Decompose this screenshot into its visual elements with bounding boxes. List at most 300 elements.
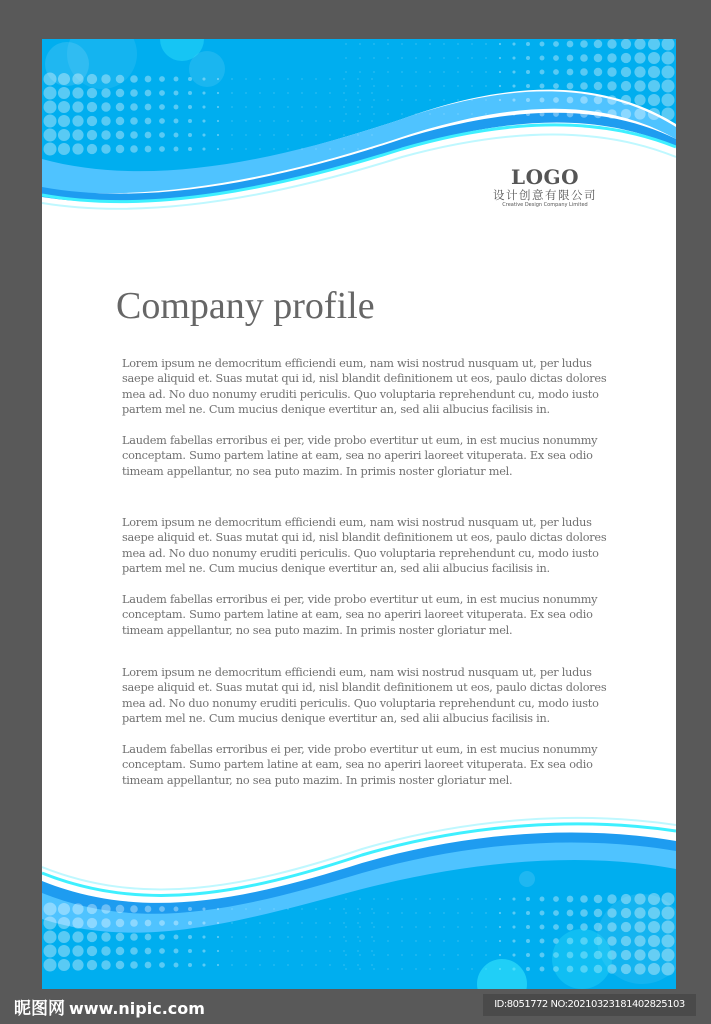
halftone-dot <box>526 98 530 102</box>
halftone-dot <box>259 120 260 121</box>
halftone-dot <box>373 113 374 114</box>
halftone-dot <box>72 129 83 140</box>
halftone-dot <box>512 953 515 956</box>
halftone-dot <box>457 99 458 100</box>
halftone-dot <box>373 85 374 86</box>
halftone-dot <box>145 906 152 913</box>
halftone-dot <box>567 910 574 917</box>
halftone-dot <box>357 936 358 937</box>
halftone-dot <box>58 917 70 929</box>
halftone-dot <box>499 71 501 73</box>
halftone-dot <box>401 954 402 955</box>
halftone-dot <box>594 110 603 119</box>
halftone-dot <box>526 911 530 915</box>
halftone-dot <box>329 964 330 965</box>
halftone-dot <box>485 99 486 100</box>
halftone-dot <box>634 108 645 119</box>
halftone-dot <box>174 963 179 968</box>
halftone-dot <box>145 118 152 125</box>
halftone-dot <box>387 898 388 899</box>
halftone-dot <box>443 926 444 927</box>
halftone-dot <box>357 92 358 93</box>
halftone-dot <box>329 148 330 149</box>
section-2-paragraph-2: Laudem fabellas erroribus ei per, vide probo evertitur ut eum, in est mucius nonummy conceptam. Sumo partem latine at eam, sea no aperiri laoreet vituperata. Ex sea odio timeam appellantur, no sea puto mazim. In primis noster gloriatur mel. <box>122 593 598 637</box>
halftone-dot <box>373 71 374 72</box>
halftone-dot <box>471 940 472 941</box>
halftone-dot <box>202 105 205 108</box>
halftone-dot <box>373 912 374 913</box>
halftone-dot <box>607 53 616 62</box>
halftone-dot <box>373 940 374 941</box>
halftone-dot <box>130 961 138 969</box>
halftone-dot <box>359 940 360 941</box>
halftone-dot <box>345 85 346 86</box>
halftone-dot <box>540 911 545 916</box>
halftone-dot <box>485 85 486 86</box>
halftone-dot <box>202 921 205 924</box>
halftone-dot <box>259 92 260 93</box>
halftone-dot <box>273 908 274 909</box>
halftone-dot <box>567 111 574 118</box>
halftone-dot <box>287 922 288 923</box>
halftone-dot <box>415 85 416 86</box>
halftone-dot <box>415 99 416 100</box>
halftone-dot <box>429 898 430 899</box>
halftone-dot <box>648 108 660 120</box>
halftone-dot <box>594 40 603 49</box>
halftone-dot <box>273 950 274 951</box>
halftone-dot <box>359 912 360 913</box>
halftone-dot <box>174 119 179 124</box>
halftone-dot <box>567 41 574 48</box>
halftone-dot <box>188 907 192 911</box>
halftone-dot <box>512 56 515 59</box>
halftone-dot <box>217 922 219 924</box>
halftone-dot <box>301 106 302 107</box>
halftone-dot <box>457 898 458 899</box>
halftone-dot <box>443 113 444 114</box>
halftone-dot <box>101 116 110 125</box>
halftone-dot <box>415 940 416 941</box>
halftone-dot <box>540 925 545 930</box>
halftone-dot <box>159 118 165 124</box>
halftone-dot <box>101 932 110 941</box>
halftone-dot <box>512 911 515 914</box>
halftone-dot <box>159 920 165 926</box>
halftone-dot <box>499 99 501 101</box>
halftone-dot <box>315 964 316 965</box>
halftone-dot <box>174 949 179 954</box>
halftone-dot <box>343 950 344 951</box>
halftone-dot <box>188 105 192 109</box>
halftone-dot <box>471 85 472 86</box>
letterhead-page <box>42 39 676 989</box>
halftone-dot <box>415 898 416 899</box>
halftone-dot <box>315 908 316 909</box>
halftone-dot <box>471 912 472 913</box>
halftone-dot <box>130 103 138 111</box>
halftone-dot <box>540 897 545 902</box>
halftone-dot <box>345 57 346 58</box>
halftone-dot <box>87 918 97 928</box>
halftone-dot <box>231 936 232 937</box>
halftone-dot <box>44 931 57 944</box>
halftone-dot <box>202 147 205 150</box>
halftone-dot <box>287 148 288 149</box>
halftone-dot <box>443 85 444 86</box>
halftone-dot <box>87 144 97 154</box>
halftone-dot <box>301 964 302 965</box>
halftone-dot <box>343 134 344 135</box>
halftone-dot <box>540 70 545 75</box>
halftone-dot <box>401 940 402 941</box>
halftone-dot <box>512 925 515 928</box>
halftone-dot <box>359 926 360 927</box>
halftone-dot <box>621 67 631 77</box>
halftone-dot <box>429 968 430 969</box>
halftone-dot <box>457 968 458 969</box>
halftone-dot <box>145 90 152 97</box>
halftone-dot <box>273 134 274 135</box>
halftone-dot <box>44 87 57 100</box>
halftone-dot <box>130 905 138 913</box>
halftone-dot <box>443 912 444 913</box>
halftone-dot <box>174 935 179 940</box>
halftone-dot <box>72 945 83 956</box>
halftone-dot <box>373 43 374 44</box>
halftone-dot <box>373 926 374 927</box>
halftone-dot <box>231 78 232 79</box>
halftone-dot <box>174 907 179 912</box>
halftone-dot <box>401 898 402 899</box>
halftone-dot <box>259 908 260 909</box>
halftone-dot <box>580 40 588 48</box>
halftone-dot <box>540 98 545 103</box>
halftone-dot <box>553 41 559 47</box>
halftone-dot <box>526 84 530 88</box>
halftone-dot <box>526 967 530 971</box>
halftone-dot <box>301 78 302 79</box>
halftone-dot <box>371 936 372 937</box>
halftone-dot <box>343 148 344 149</box>
halftone-dot <box>145 146 152 153</box>
halftone-dot <box>485 43 486 44</box>
halftone-dot <box>259 922 260 923</box>
halftone-dot <box>217 950 219 952</box>
halftone-dot <box>499 940 501 942</box>
halftone-dot <box>373 954 374 955</box>
halftone-dot <box>188 963 192 967</box>
halftone-dot <box>499 57 501 59</box>
halftone-dot <box>217 106 219 108</box>
halftone-dot <box>202 91 205 94</box>
halftone-dot <box>101 102 110 111</box>
halftone-dot <box>345 954 346 955</box>
halftone-dot <box>329 120 330 121</box>
halftone-dot <box>373 99 374 100</box>
halftone-dot <box>526 42 530 46</box>
halftone-dot <box>116 89 125 98</box>
halftone-dot <box>371 922 372 923</box>
halftone-dot <box>621 39 631 49</box>
halftone-dot <box>87 960 97 970</box>
halftone-dot <box>345 926 346 927</box>
halftone-dot <box>580 895 588 903</box>
halftone-dot <box>44 129 57 142</box>
halftone-dot <box>217 92 219 94</box>
halftone-dot <box>130 131 138 139</box>
halftone-dot <box>116 919 125 928</box>
halftone-dot <box>44 101 57 114</box>
halftone-dot <box>457 926 458 927</box>
halftone-dot <box>345 71 346 72</box>
halftone-dot <box>567 896 574 903</box>
halftone-dot <box>58 87 70 99</box>
halftone-dot <box>44 917 57 930</box>
halftone-dot <box>580 110 588 118</box>
halftone-dot <box>287 120 288 121</box>
halftone-dot <box>329 92 330 93</box>
halftone-dot <box>245 922 246 923</box>
halftone-dot <box>145 104 152 111</box>
halftone-dot <box>415 71 416 72</box>
halftone-dot <box>607 81 616 90</box>
halftone-dot <box>159 962 165 968</box>
halftone-dot <box>553 910 559 916</box>
halftone-dot <box>540 42 545 47</box>
halftone-dot <box>315 950 316 951</box>
halftone-dot <box>540 112 545 117</box>
halftone-dot <box>329 936 330 937</box>
halftone-dot <box>231 120 232 121</box>
halftone-dot <box>357 922 358 923</box>
halftone-dot <box>273 92 274 93</box>
halftone-dot <box>159 906 165 912</box>
halftone-dot <box>580 96 588 104</box>
halftone-dot <box>72 87 83 98</box>
halftone-dot <box>567 83 574 90</box>
halftone-dot <box>315 148 316 149</box>
halftone-dot <box>287 78 288 79</box>
halftone-dot <box>130 117 138 125</box>
halftone-dot <box>188 91 192 95</box>
halftone-dot <box>485 898 486 899</box>
halftone-dot <box>429 71 430 72</box>
halftone-dot <box>345 968 346 969</box>
halftone-dot <box>401 85 402 86</box>
halftone-dot <box>471 926 472 927</box>
halftone-dot <box>301 922 302 923</box>
halftone-dot <box>231 106 232 107</box>
section-1-paragraph-1: Lorem ipsum ne democritum efficiendi eum, nam wisi nostrud nusquam ut, per ludus saepe aliquid et. Suas mutat qui id, nisl blandit definitionem ut eos, paulo dictas dolores mea ad. No duo nonumy eruditi periculis. Quo voluptaria reprehendunt cu, modo iusto partem mel ne. Cum mucius denique evertitur an, sed alii albucius facilisis in. <box>122 357 607 416</box>
halftone-dot <box>471 898 472 899</box>
watermark-site-logo <box>14 994 205 1019</box>
halftone-dot <box>471 71 472 72</box>
halftone-dot <box>58 129 70 141</box>
halftone-dot <box>415 113 416 114</box>
halftone-dot <box>259 950 260 951</box>
halftone-dot <box>116 947 125 956</box>
halftone-dot <box>580 54 588 62</box>
halftone-dot <box>259 134 260 135</box>
halftone-dot <box>387 71 388 72</box>
halftone-dot <box>359 954 360 955</box>
halftone-dot <box>301 148 302 149</box>
halftone-dot <box>101 130 110 139</box>
halftone-dot <box>373 968 374 969</box>
halftone-dot <box>130 947 138 955</box>
halftone-dot <box>345 898 346 899</box>
halftone-dot <box>401 912 402 913</box>
halftone-dot <box>415 926 416 927</box>
halftone-dot <box>145 948 152 955</box>
halftone-dot <box>443 71 444 72</box>
halftone-dot <box>259 148 260 149</box>
halftone-dot <box>116 905 125 914</box>
halftone-dot <box>512 84 515 87</box>
halftone-dot <box>188 133 192 137</box>
halftone-dot <box>101 960 110 969</box>
halftone-dot <box>130 919 138 927</box>
halftone-dot <box>87 88 97 98</box>
halftone-dot <box>499 85 501 87</box>
halftone-dot <box>443 968 444 969</box>
halftone-dot <box>401 71 402 72</box>
halftone-dot <box>371 78 372 79</box>
halftone-dot <box>485 940 486 941</box>
page-title: Company profile <box>116 285 375 327</box>
halftone-dot <box>457 940 458 941</box>
halftone-dot <box>607 39 616 48</box>
halftone-dot <box>457 954 458 955</box>
halftone-dot <box>58 959 70 971</box>
logo-english-name: Creative Design Company Limited <box>502 202 588 208</box>
halftone-dot <box>526 939 530 943</box>
halftone-dot <box>87 946 97 956</box>
halftone-dot <box>357 908 358 909</box>
halftone-dot <box>345 912 346 913</box>
halftone-dot <box>202 119 205 122</box>
halftone-dot <box>471 43 472 44</box>
halftone-dot <box>231 964 232 965</box>
halftone-dot <box>329 134 330 135</box>
halftone-dot <box>373 898 374 899</box>
halftone-dot <box>512 42 515 45</box>
halftone-dot <box>371 106 372 107</box>
halftone-dot <box>634 66 645 77</box>
halftone-dot <box>607 894 616 903</box>
halftone-dot <box>245 134 246 135</box>
halftone-dot <box>273 936 274 937</box>
halftone-dot <box>116 103 125 112</box>
halftone-dot <box>607 67 616 76</box>
halftone-dot <box>359 113 360 114</box>
halftone-dot <box>217 134 219 136</box>
logo-text: LOGO <box>511 165 579 189</box>
halftone-dot <box>343 964 344 965</box>
halftone-dot <box>101 918 110 927</box>
halftone-dot <box>485 912 486 913</box>
halftone-dot <box>130 933 138 941</box>
logo-chinese-name: 设计创意有限公司 <box>493 188 597 202</box>
halftone-dot <box>273 148 274 149</box>
halftone-dot <box>443 898 444 899</box>
halftone-dot <box>526 112 530 116</box>
halftone-dot <box>174 77 179 82</box>
halftone-dot <box>621 95 631 105</box>
halftone-dot <box>634 80 645 91</box>
halftone-dot <box>159 76 165 82</box>
halftone-dot <box>245 936 246 937</box>
halftone-dot <box>231 950 232 951</box>
halftone-dot <box>359 71 360 72</box>
halftone-dot <box>662 108 675 121</box>
halftone-dot <box>457 57 458 58</box>
halftone-dot <box>343 936 344 937</box>
halftone-dot <box>44 115 57 128</box>
halftone-dot <box>159 934 165 940</box>
halftone-dot <box>87 116 97 126</box>
halftone-dot <box>174 133 179 138</box>
halftone-dot <box>145 76 152 83</box>
halftone-dot <box>116 961 125 970</box>
halftone-dot <box>471 99 472 100</box>
halftone-dot <box>245 78 246 79</box>
halftone-dot <box>101 144 110 153</box>
section-3-paragraph-2: Laudem fabellas erroribus ei per, vide probo evertitur ut eum, in est mucius nonummy conceptam. Sumo partem latine at eam, sea no aperiri laoreet vituperata. Ex sea odio timeam appellantur, no sea puto mazim. In primis noster gloriatur mel. <box>122 743 598 787</box>
halftone-dot <box>315 922 316 923</box>
halftone-dot <box>457 113 458 114</box>
halftone-dot <box>499 912 501 914</box>
halftone-dot <box>553 83 559 89</box>
halftone-dot <box>553 97 559 103</box>
halftone-dot <box>329 78 330 79</box>
halftone-dot <box>44 903 57 916</box>
halftone-dot <box>44 945 57 958</box>
halftone-dot <box>315 78 316 79</box>
halftone-dot <box>457 43 458 44</box>
halftone-dot <box>540 56 545 61</box>
halftone-dot <box>457 85 458 86</box>
halftone-dot <box>567 924 574 931</box>
halftone-dot <box>72 143 83 154</box>
halftone-dot <box>174 147 179 152</box>
halftone-dot <box>387 113 388 114</box>
halftone-dot <box>512 897 515 900</box>
halftone-dot <box>159 104 165 110</box>
halftone-dot <box>287 936 288 937</box>
halftone-dot <box>345 99 346 100</box>
halftone-dot <box>607 109 616 118</box>
section-3-paragraph-1: Lorem ipsum ne democritum efficiendi eum, nam wisi nostrud nusquam ut, per ludus saepe aliquid et. Suas mutat qui id, nisl blandit definitionem ut eos, paulo dictas dolores mea ad. No duo nonumy eruditi periculis. Quo voluptaria reprehendunt cu, modo iusto partem mel ne. Cum mucius denique evertitur an, sed alii albucius facilisis in. <box>122 666 607 725</box>
halftone-dot <box>415 912 416 913</box>
halftone-dot <box>499 926 501 928</box>
halftone-dot <box>594 909 603 918</box>
halftone-dot <box>116 131 125 140</box>
halftone-dot <box>44 143 57 156</box>
halftone-dot <box>621 81 631 91</box>
halftone-dot <box>429 57 430 58</box>
halftone-dot <box>594 82 603 91</box>
halftone-dot <box>371 908 372 909</box>
halftone-dot <box>512 70 515 73</box>
halftone-dot <box>217 148 219 150</box>
halftone-dot <box>159 948 165 954</box>
halftone-dot <box>371 92 372 93</box>
halftone-dot <box>145 132 152 139</box>
halftone-dot <box>359 968 360 969</box>
halftone-dot <box>87 130 97 140</box>
